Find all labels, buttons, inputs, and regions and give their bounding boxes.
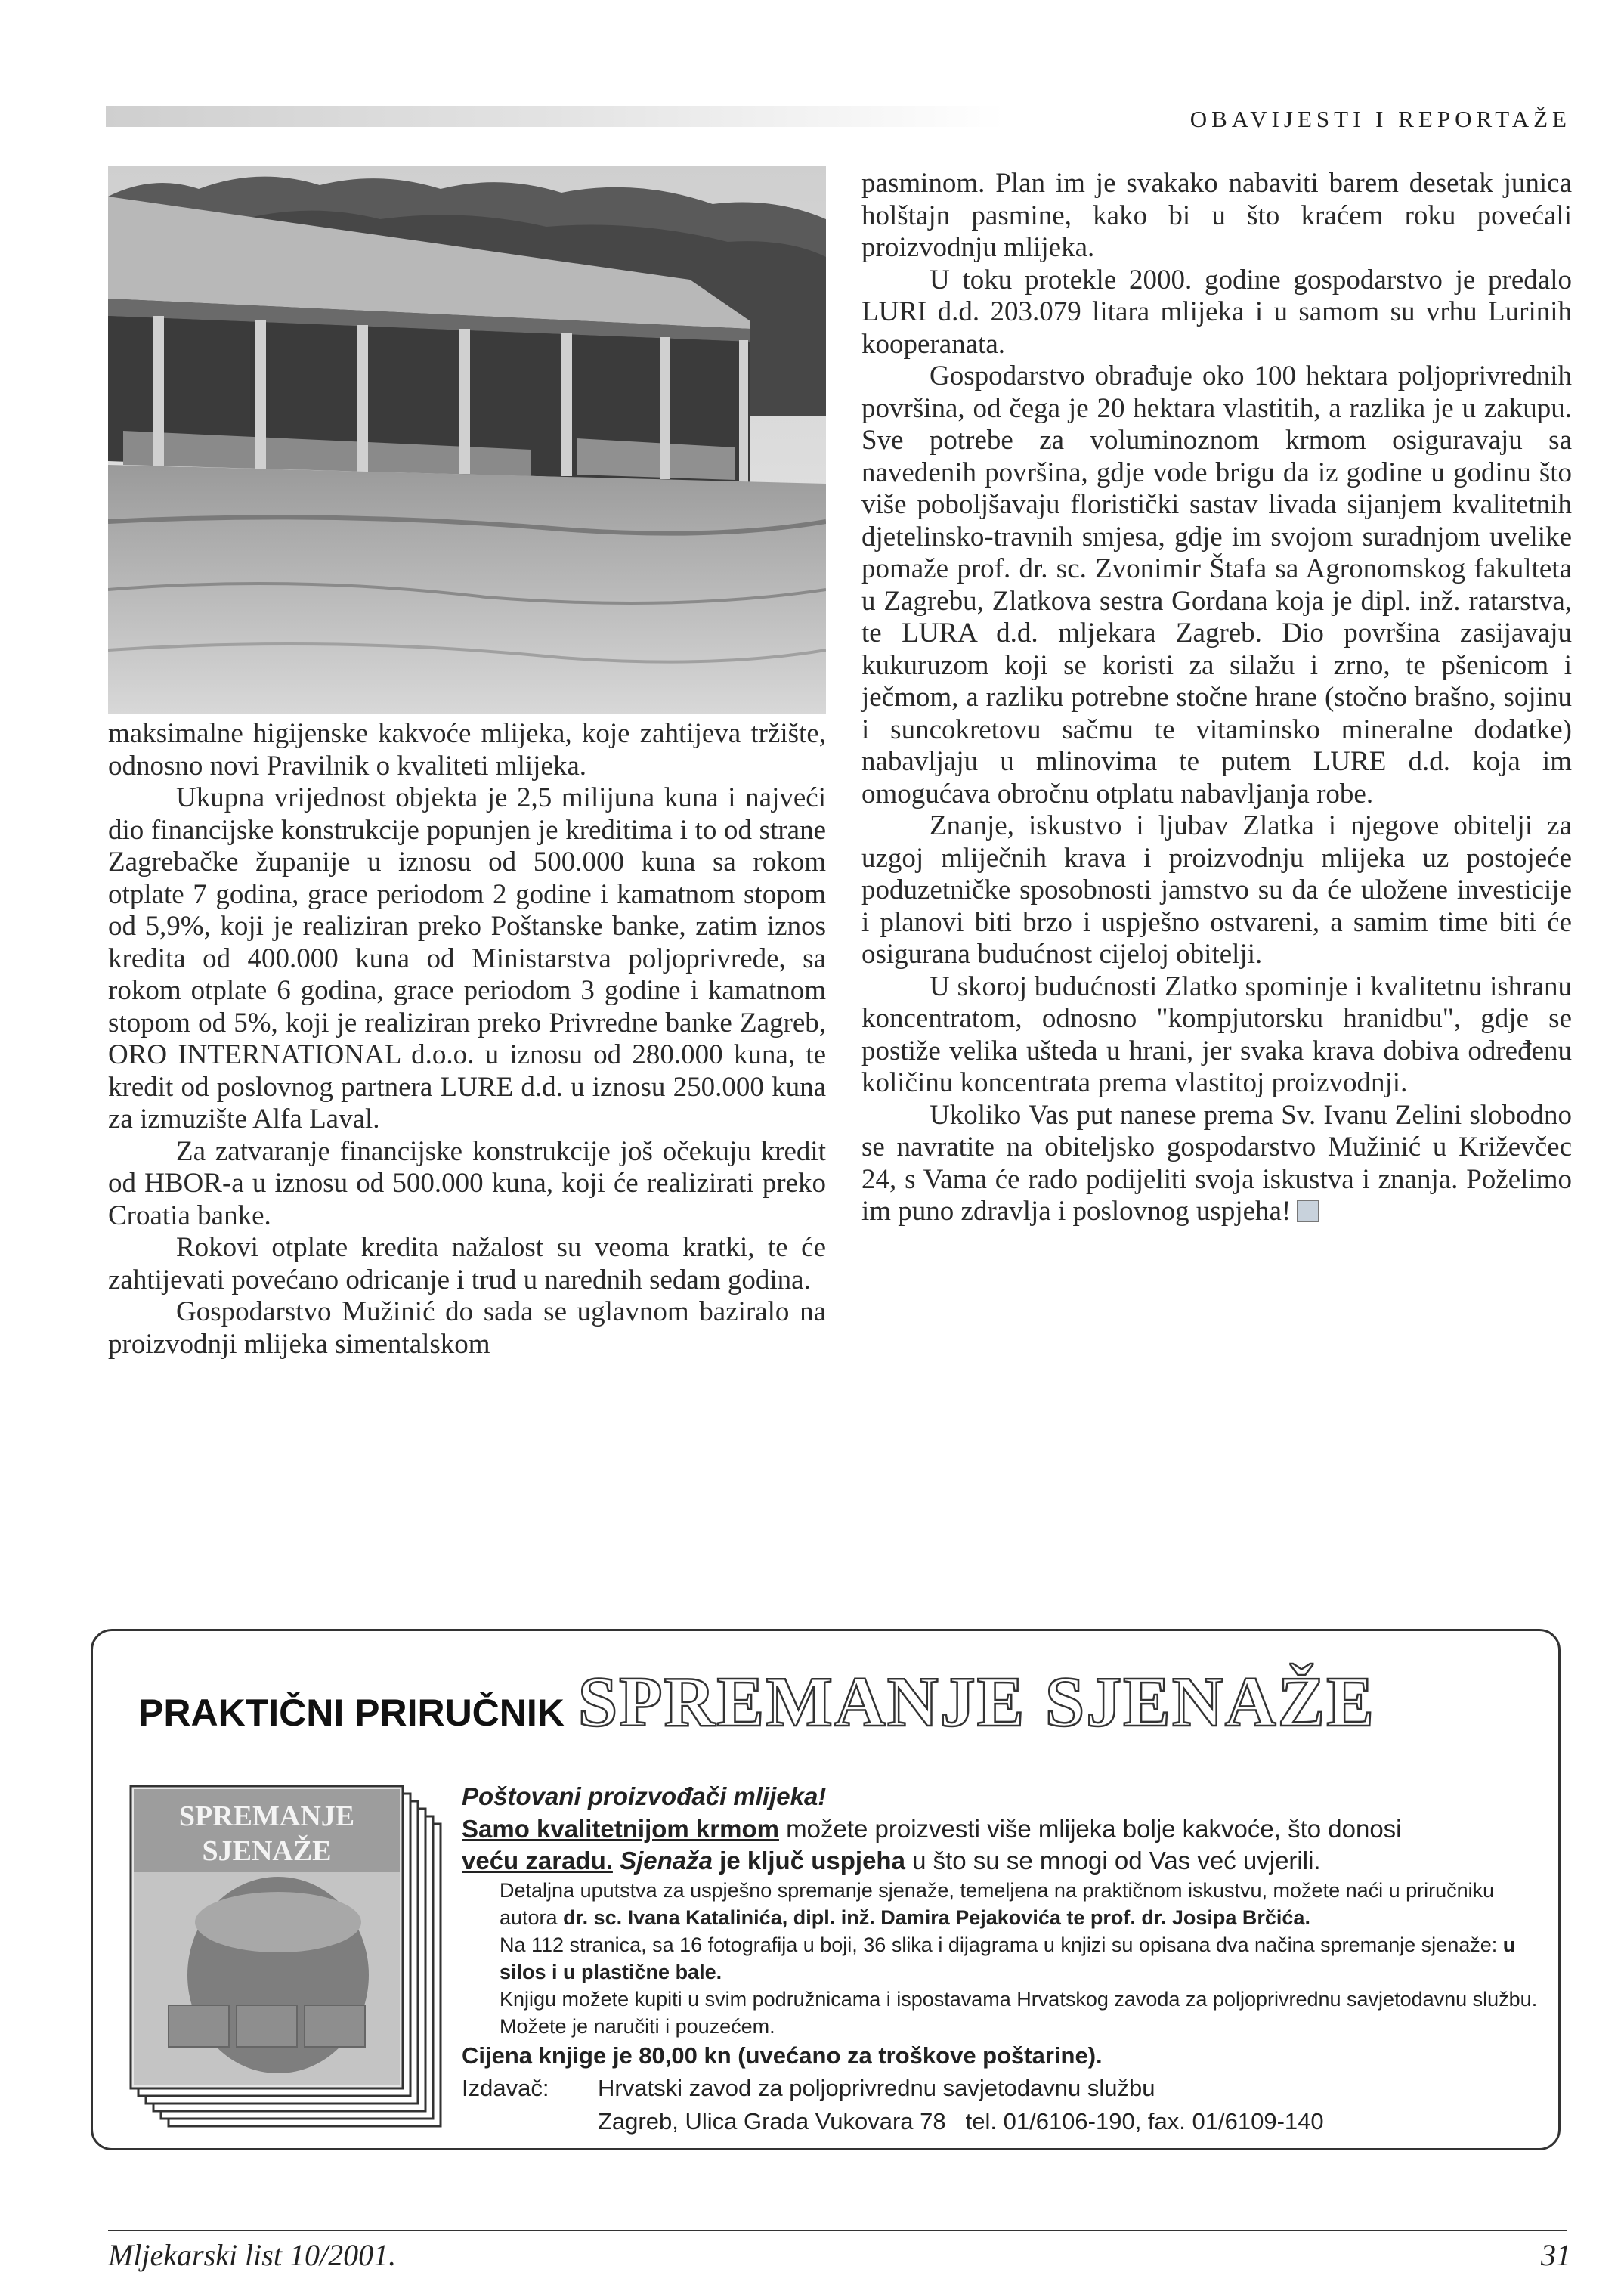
article-left-column bbox=[108, 718, 826, 1361]
article-paragraph: Za zatvaranje financijske konstrukcije još očekuju kredit od HBOR-a u iznosu od 500.000 kuna, koji će realizirati preko Croatia banke. bbox=[108, 1135, 826, 1231]
ad-detail-1-authors: dr. sc. Ivana Katalinića, dipl. inž. Damira Pejakovića te prof. dr. Josipa Brčića. bbox=[563, 1906, 1310, 1929]
ad-headline: SPREMANJE SJENAŽE bbox=[577, 1663, 1376, 1741]
book-cover-title: SPREMANJE bbox=[178, 1800, 355, 1832]
ad-detail-2 bbox=[500, 1931, 1542, 1986]
ad-price: Cijena knjige je 80,00 kn (uvećano za troškove poštarine). bbox=[462, 2042, 1103, 2069]
ad-lead-1 bbox=[462, 1813, 1542, 1845]
end-of-article-icon bbox=[1297, 1200, 1319, 1222]
ad-lead-1-rest: možete proizvesti više mlijeka bolje kakvoće, što donosi bbox=[778, 1815, 1402, 1843]
barn-photo bbox=[108, 166, 826, 714]
ad-publisher bbox=[462, 2072, 1542, 2105]
ad-publisher-contact: tel. 01/6106-190, fax. 01/6109-140 bbox=[965, 2108, 1324, 2135]
book-cover-icon bbox=[123, 1779, 471, 2134]
header-bar bbox=[106, 106, 1005, 127]
ad-publisher-label: Izdavač: bbox=[462, 2075, 549, 2101]
ad-detail-3: Knjigu možete kupiti u svim podružnicama i ispostavama Hrvatskog zavoda za poljoprivrednu savjetodavnu službu. Možete je naručiti i pouzećem. bbox=[500, 1988, 1538, 2038]
ad-body bbox=[462, 1780, 1542, 2138]
article-paragraph: Gospodarstvo obrađuje oko 100 hektara poljoprivrednih površina, od čega je 20 hektara vlastitih, a razlika je u zakupu. Sve potrebe za voluminoznom krmom osiguravaju sa navedenih površina, gdje vode brigu da iz godine u godinu što više poboljšavaju floristički sastav livada sijanjem kvalitetnih djetelinsko-travnih smjesa, gdje im svojom suradnjom uvelike pomaže prof. dr. sc. Zvonimir Štafa sa Agronomskog fakulteta u Zagrebu, Zlatkova sestra Gordana koja je dipl. inž. ratarstva, te LURA d.d. mljekara Zagreb. Dio površina zasijavaju kukuruzom koji se koristi za silažu i zrno, te pšenicom i ječmom, a razliku potrebne stočne hrane (stočno brašno, sojinu i suncokretovu sačmu te vitaminsko mineralne dodatke) nabavljaju u mlinovima te putem LURE d.d. koja im omogućava obročnu otplatu nabavljanja robe. bbox=[861, 361, 1572, 810]
ad-lead-2 bbox=[462, 1845, 1542, 1877]
ad-header bbox=[138, 1661, 1375, 1743]
article-paragraph-last bbox=[861, 1100, 1572, 1228]
barn-photo-image bbox=[108, 166, 826, 714]
article-paragraph: U toku protekle 2000. godine gospodarstvo je predalo LURI d.d. 203.079 litara mlijeka i u samom su vrhu Lurinih kooperanata. bbox=[861, 264, 1572, 360]
ad-detail-1 bbox=[500, 1877, 1542, 1931]
ad-detail-2-text: Na 112 stranica, sa 16 fotografija u boji, 36 slika i dijagrama u knjizi su opisana dva načina spremanje sjenaže: bbox=[500, 1933, 1503, 1956]
article-paragraph: pasminom. Plan im je svakako nabaviti barem desetak junica holštajn pasmine, kako bi u što kraćem roku povećali proizvodnju mlijeka. bbox=[861, 168, 1572, 263]
ad-greeting: Poštovani proizvođači mlijeka! bbox=[462, 1782, 827, 1810]
article-paragraph: maksimalne higijenske kakvoće mlijeka, koje zahtijeva tržište, odnosno novi Pravilnik o kvaliteti mlijeka. bbox=[108, 718, 826, 782]
footer-rule bbox=[108, 2230, 1567, 2231]
ad-lead-2-bold2: je ključ uspjeha bbox=[713, 1847, 905, 1875]
ad-publisher-name: Hrvatski zavod za poljoprivrednu savjetodavnu službu bbox=[598, 2075, 1155, 2101]
book-cover-subtitle: SJENAŽE bbox=[202, 1835, 332, 1867]
page-number: 31 bbox=[1541, 2238, 1571, 2272]
article-paragraph: U skoroj budućnosti Zlatko spominje i kvalitetnu ishranu koncentratom, odnosno "kompjutorsku hranidbu", gdje se postiže velika ušteda u hrani, jer svaka krava dobiva određenu količinu koncentrata prema vlastitoj proizvodnji. bbox=[861, 971, 1572, 1098]
article-paragraph-text: Ukoliko Vas put nanese prema Sv. Ivanu Zelini slobodno se navratite na obiteljsko gospodarstvo Mužinić u Križevčec 24, s Vama će rado podijeliti svoja iskustva i znanja. Poželimo im puno zdravlja i poslovnog uspjeha! bbox=[861, 1099, 1572, 1227]
ad-detail-1-text: Detaljna uputstva za uspješno spremanje sjenaže, temeljena na praktičnom iskustvu, možete naći u priručniku autora bbox=[500, 1879, 1495, 1929]
ad-kicker: PRAKTIČNI PRIRUČNIK bbox=[138, 1692, 565, 1734]
book-advertisement bbox=[91, 1629, 1561, 2150]
ad-lead-2-underline: veću zaradu. bbox=[462, 1847, 613, 1875]
article-right-column bbox=[861, 168, 1572, 1228]
ad-publisher-contact-line bbox=[462, 2105, 1542, 2138]
journal-issue: Mljekarski list 10/2001. bbox=[108, 2238, 397, 2272]
article-paragraph: Rokovi otplate kredita nažalost su veoma kratki, te će zahtijevati povećano odricanje i trud u narednih sedam godina. bbox=[108, 1232, 826, 1296]
ad-lead-2-rest: u što su se mnogi od Vas već uvjerili. bbox=[905, 1847, 1321, 1875]
ad-lead-1-underline: Samo kvalitetnijom krmom bbox=[462, 1815, 779, 1843]
article-paragraph: Znanje, iskustvo i ljubav Zlatka i njegove obitelji za uzgoj mliječnih krava i proizvodnju mlijeka uz postojeće poduzetničke sposobnosti jamstvo su da će uložene investicije i planovi biti brzo i uspješno ostvareni, a samim time biti će osigurana budućnost cijeloj obitelji. bbox=[861, 810, 1572, 970]
ad-detail-2-bold: u silos i u plastične bale. bbox=[500, 1933, 1516, 1983]
article-paragraph: Gospodarstvo Mužinić do sada se uglavnom baziralo na proizvodnji mlijeka simentalskom bbox=[108, 1296, 826, 1360]
book-stack-illustration bbox=[123, 1779, 471, 2134]
ad-lead-2-bold: Sjenaža bbox=[612, 1847, 713, 1875]
article-paragraph: Ukupna vrijednost objekta je 2,5 milijuna kuna i najveći dio financijske konstrukcije popunjen je kreditima i to od strane Zagrebačke županije u iznosu od 500.000 kuna sa rokom otplate 7 godina, grace periodom 2 godine i kamatnom stopom od 5,9%, koji je realiziran preko Poštanske banke, zatim iznos kredita od 400.000 kuna od Ministarstva poljoprivrede, sa rokom otplate 6 godina, grace periodom 3 godine i kamatnom stopom od 5%, koji je realiziran preko Privredne banke Zagreb, ORO INTERNATIONAL d.o.o. u iznosu od 280.000 kuna, te kredit od poslovnog partnera LURE d.d. u iznosu 250.000 kuna za izmuzište Alfa Laval. bbox=[108, 782, 826, 1135]
ad-publisher-address: Zagreb, Ulica Grada Vukovara 78 bbox=[598, 2108, 946, 2135]
section-title: OBAVIJESTI I REPORTAŽE bbox=[1189, 106, 1571, 132]
